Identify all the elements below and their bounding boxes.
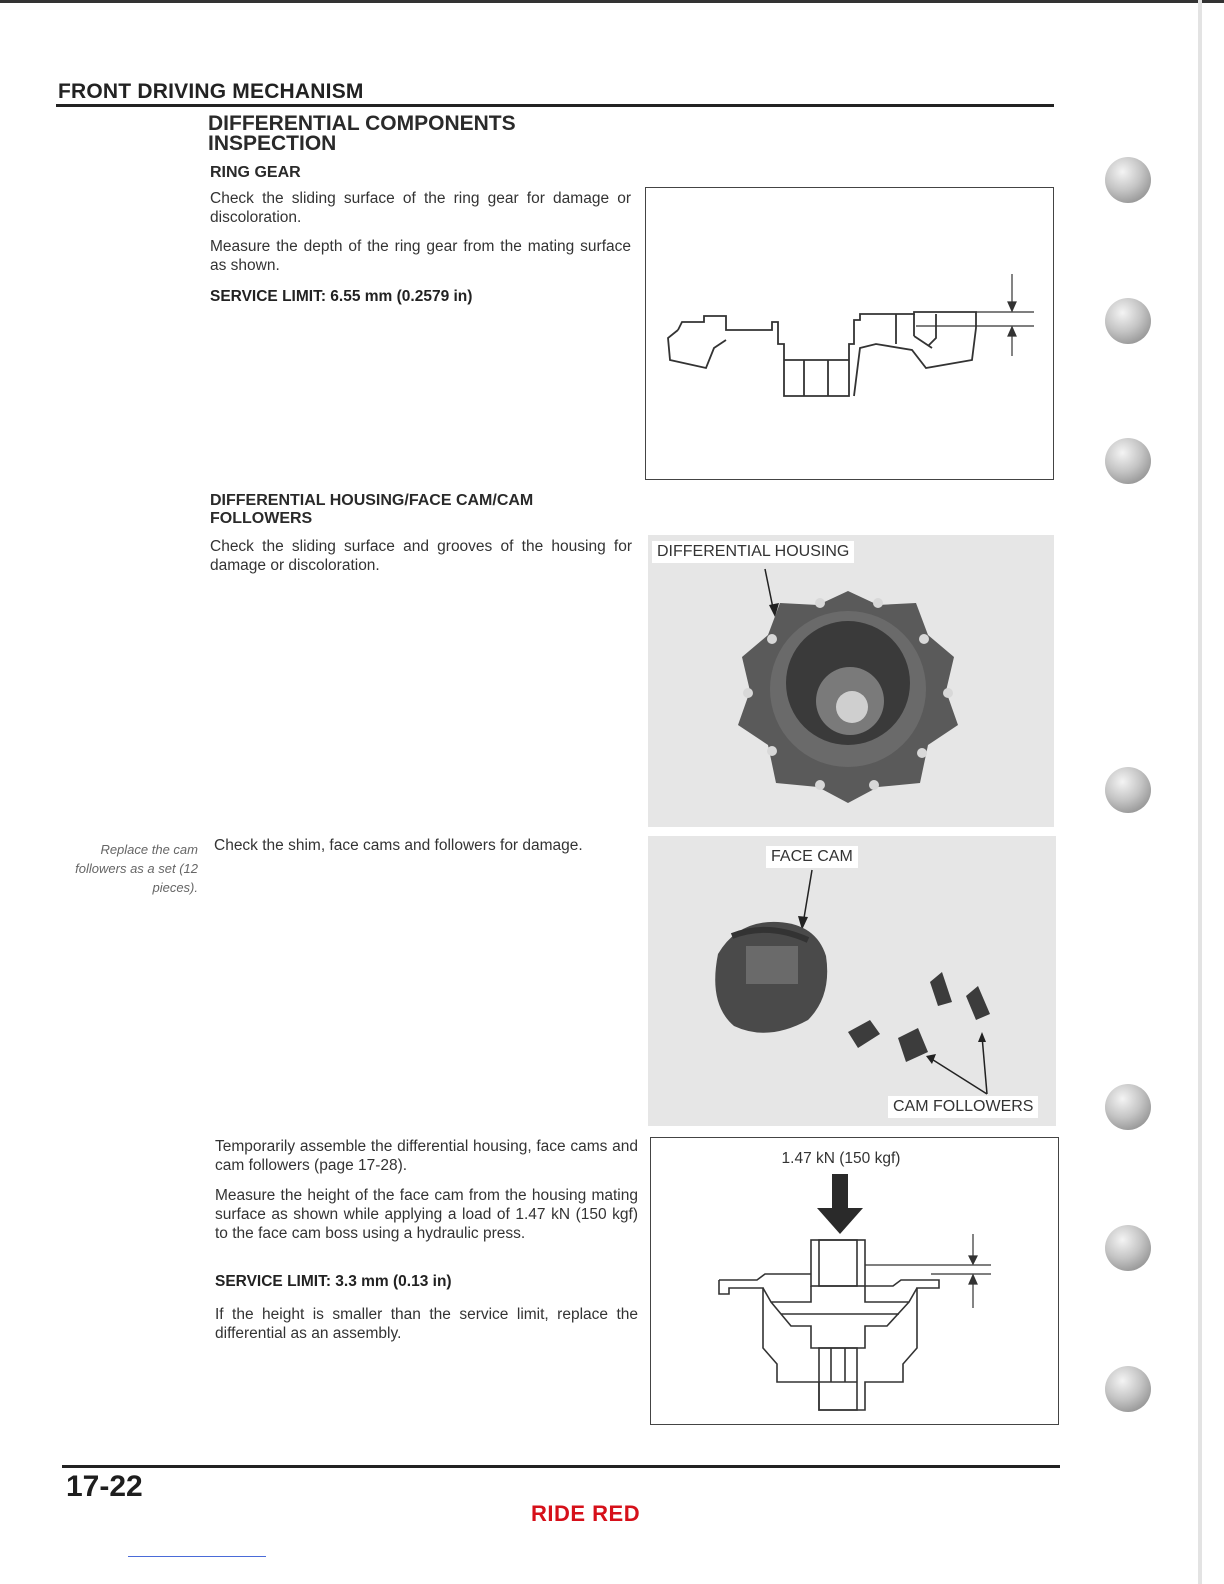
housing-paragraph: Check the sliding surface and grooves of the housing for damage or discoloration. [210,538,632,574]
binder-hole-5 [1105,1084,1151,1130]
ring-gear-service-limit: SERVICE LIMIT: 6.55 mm (0.2579 in) [210,288,473,305]
page-heading [208,114,516,154]
differential-housing-photo [648,535,1054,827]
measure-paragraph-1: Temporarily assemble the differential housing, face cams and cam followers (page 17-28). [215,1138,638,1174]
ring-gear-title: RING GEAR [210,164,301,181]
cam-followers-label: CAM FOLLOWERS [888,1096,1038,1118]
page-edge-shadow [1198,0,1202,1584]
face-cam-label: FACE CAM [766,846,858,868]
footer-divider [62,1465,1060,1468]
ring-gear-diagram [645,187,1054,480]
binder-hole-3 [1105,438,1151,484]
binder-hole-2 [1105,298,1151,344]
top-border [0,0,1224,3]
side-note: Replace the cam followers as a set (12 pieces). [75,842,198,895]
binder-hole-7 [1105,1366,1151,1412]
ring-gear-paragraph-1: Check the sliding surface of the ring gear for damage or discoloration. [210,190,631,226]
footer-link-underline [128,1556,266,1557]
ring-gear-paragraph-2: Measure the depth of the ring gear from the mating surface as shown. [210,238,631,274]
section-divider [56,104,1054,107]
measure-service-limit: SERVICE LIMIT: 3.3 mm (0.13 in) [215,1273,452,1290]
face-cam-photo [648,836,1056,1126]
binder-hole-6 [1105,1225,1151,1271]
face-cam-height-diagram [650,1137,1059,1425]
section-title: FRONT DRIVING MECHANISM [58,80,364,103]
ring-gear-cross-section [646,188,1053,479]
housing-title-line-1: DIFFERENTIAL HOUSING/FACE CAM/CAM [210,492,534,509]
heading-line-1: DIFFERENTIAL COMPONENTS [208,112,516,135]
measure-paragraph-3: If the height is smaller than the service limit, replace the differential as an assembly. [215,1306,638,1342]
face-cam-photo-art [648,836,1056,1126]
binder-hole-1 [1105,157,1151,203]
housing-part-image [728,583,968,803]
binder-hole-4 [1105,767,1151,813]
face-cam-cross-section [651,1138,1058,1424]
heading-line-2: INSPECTION [208,132,337,155]
face-cam-paragraph: Check the shim, face cams and followers for damage. [214,837,583,854]
housing-title [210,492,533,528]
differential-housing-label: DIFFERENTIAL HOUSING [652,541,854,563]
measure-paragraph-2: Measure the height of the face cam from the housing mating surface as shown while applying a load of 1.47 kN (150 kgf) to the face cam boss using a hydraulic press. [215,1187,638,1242]
housing-title-line-2: FOLLOWERS [210,510,313,527]
load-label: 1.47 kN (150 kgf) [781,1150,901,1167]
brand-logo: RIDE RED [531,1501,641,1526]
page-number: 17-22 [66,1470,143,1503]
